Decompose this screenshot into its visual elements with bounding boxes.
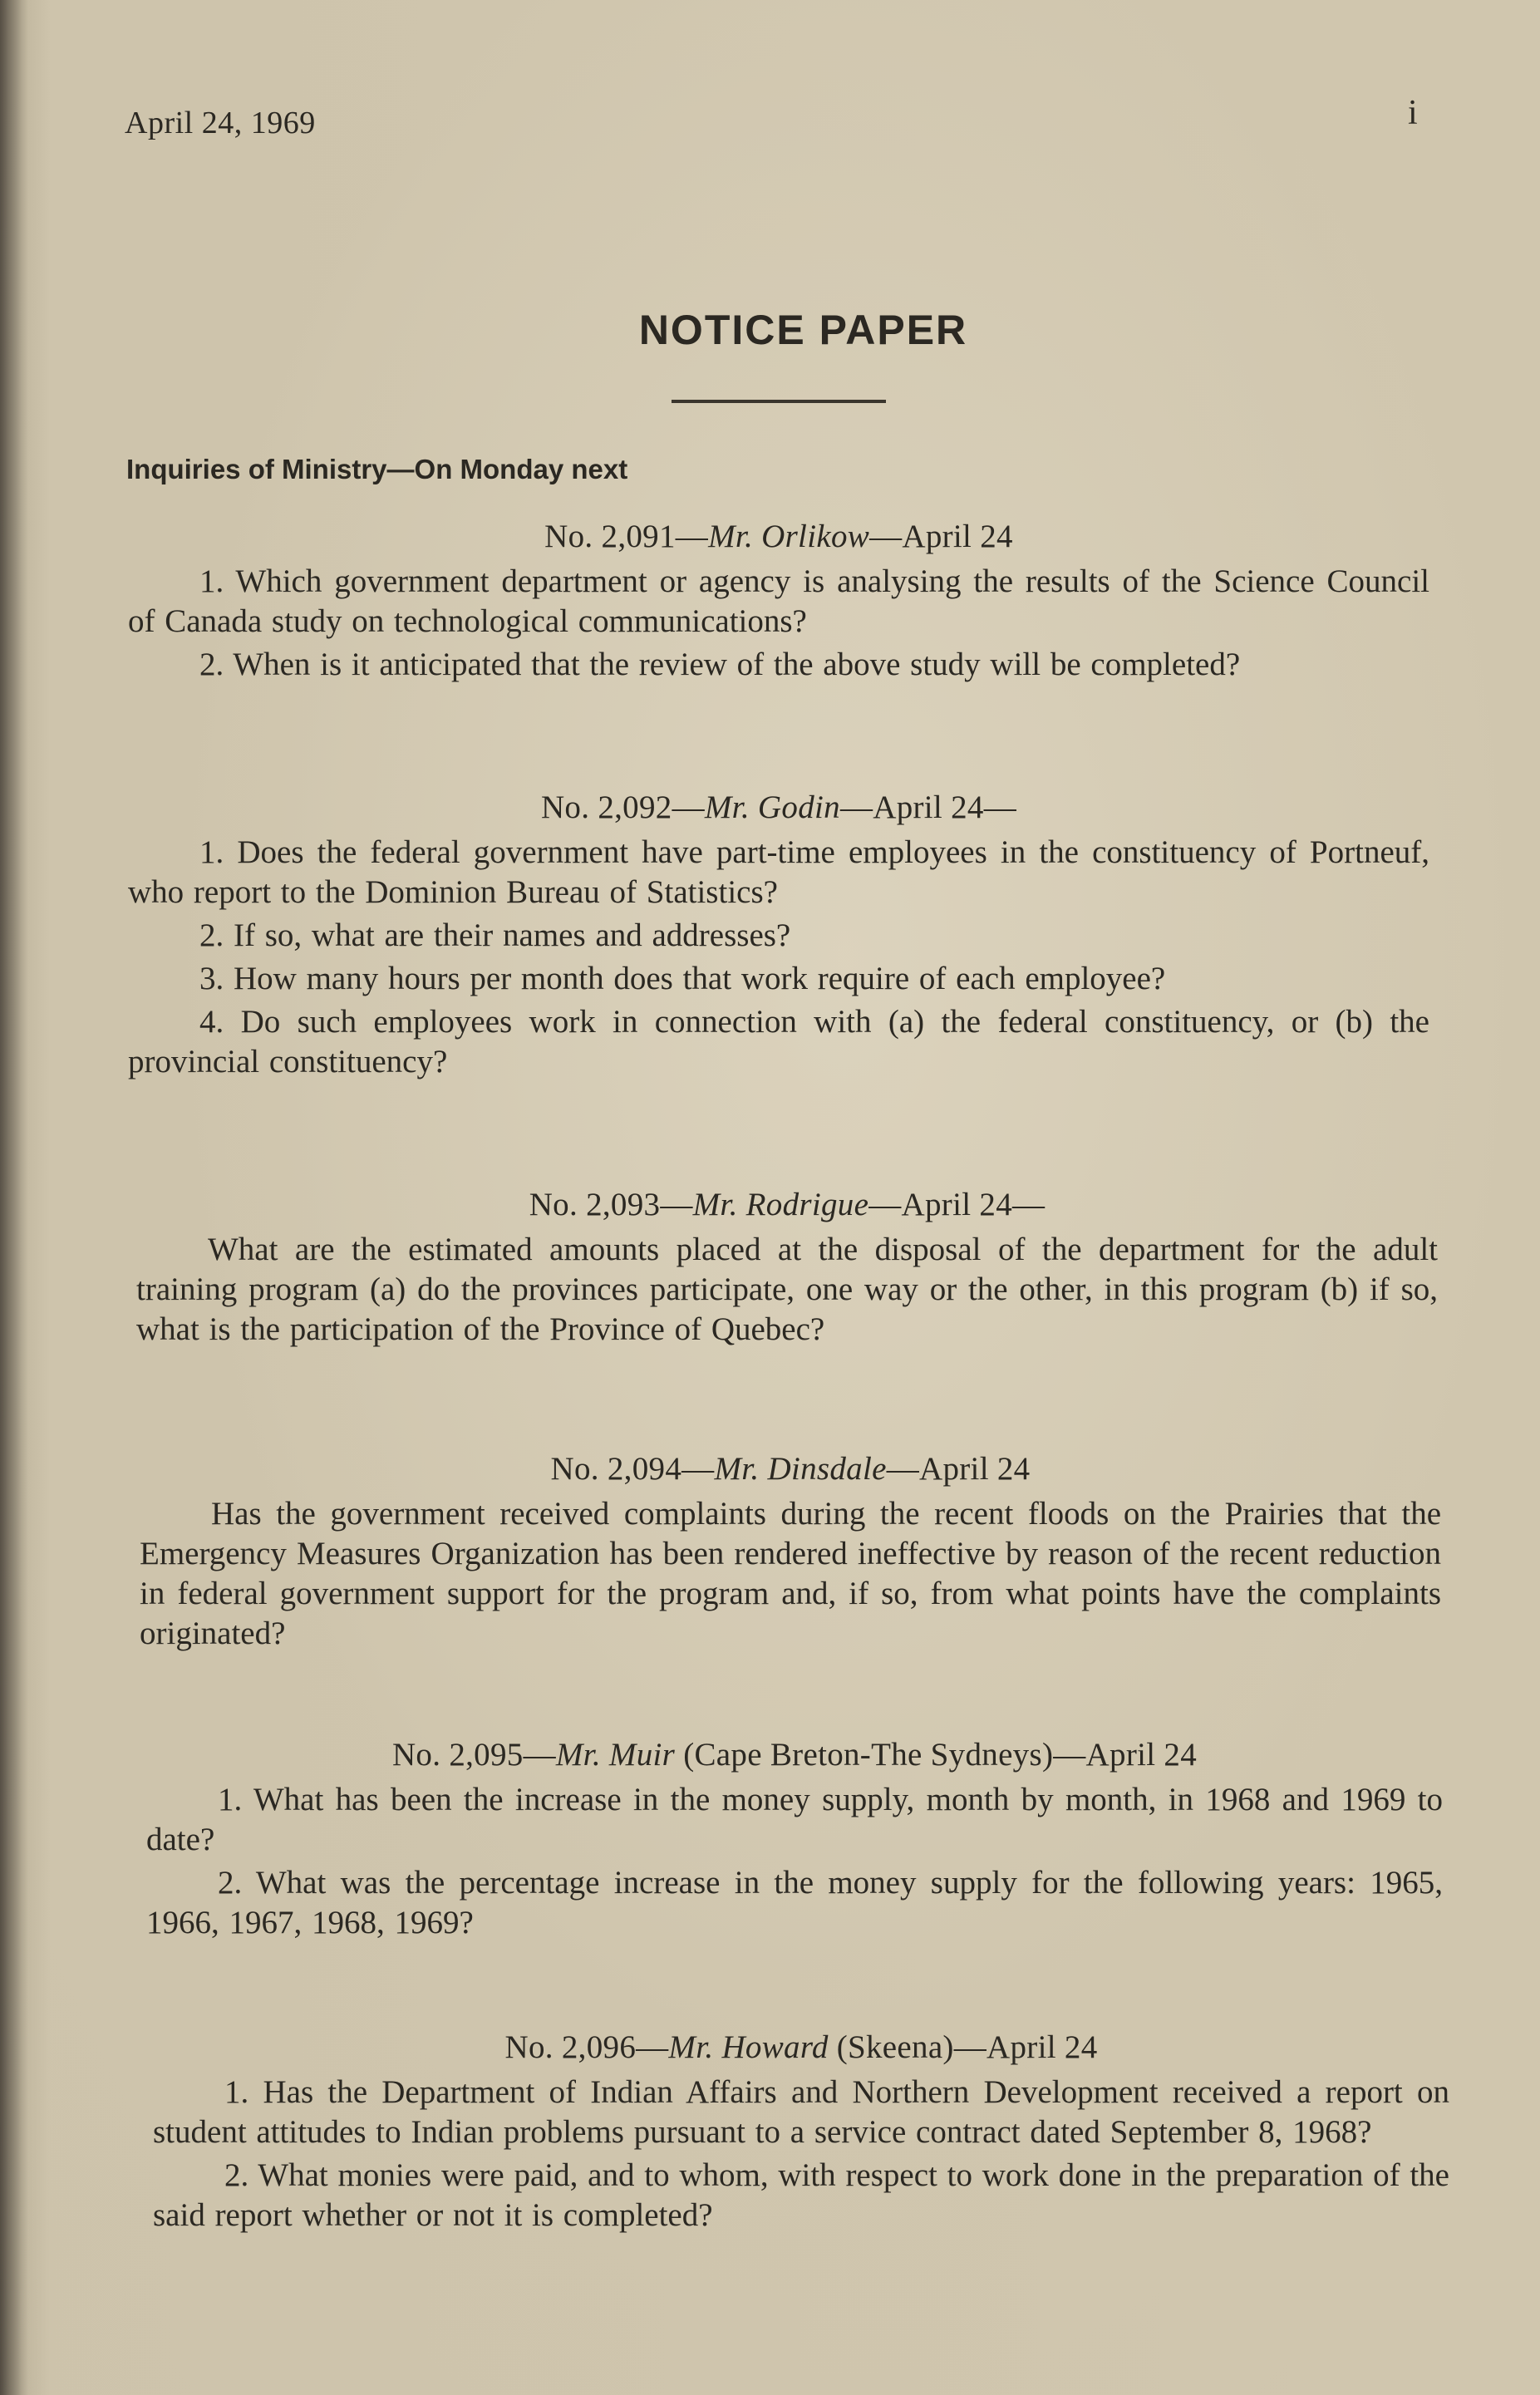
question-heading	[146, 1735, 1443, 1775]
question-riding: (Cape Breton-The Sydneys)	[675, 1737, 1054, 1773]
question-member: Mr. Godin	[704, 789, 840, 825]
question-number: No. 2,095—	[391, 1737, 556, 1773]
question-number: No. 2,096—	[504, 2029, 669, 2065]
question-2094	[140, 1449, 1441, 1657]
page-title: NOTICE PAPER	[638, 307, 968, 353]
question-heading	[128, 517, 1429, 557]
question-paragraph: 1. Which government department or agency is analysing the results of the Science Council of Canada study on technological communications?	[128, 563, 1429, 639]
question-2095	[146, 1735, 1443, 1946]
question-number: No. 2,091—	[544, 519, 709, 554]
question-paragraph: 4. Do such employees work in connection with (a) the federal constituency, or (b) the provincial constituency?	[128, 1004, 1429, 1079]
binding-shadow	[0, 0, 28, 2395]
question-2091	[128, 517, 1429, 688]
question-paragraph: 2. What was the percentage increase in the money supply for the following years: 1965, 1966, 1967, 1968, 1969?	[146, 1865, 1443, 1940]
question-paragraph: 1. Has the Department of Indian Affairs and Northern Development received a report on student attitudes to Indian problems pursuant to a service contract dated September 8, 1968?	[153, 2074, 1449, 2150]
question-paragraph: 2. What monies were paid, and to whom, with respect to work done in the preparation of the said report whether or not it is completed?	[153, 2157, 1449, 2233]
question-heading	[136, 1185, 1438, 1225]
header-date: April 24, 1969	[125, 106, 316, 140]
question-number: No. 2,093—	[529, 1187, 693, 1222]
question-2092	[128, 788, 1429, 1085]
question-number: No. 2,094—	[550, 1451, 715, 1487]
question-heading	[140, 1449, 1441, 1489]
question-heading	[128, 788, 1429, 828]
question-paragraph: 1. What has been the increase in the money supply, month by month, in 1968 and 1969 to date?	[146, 1782, 1443, 1857]
question-member: Mr. Muir	[555, 1737, 676, 1773]
question-number: No. 2,092—	[540, 789, 705, 825]
question-2096	[153, 2028, 1449, 2239]
question-date: —April 24	[886, 1451, 1031, 1487]
question-riding: (Skeena)	[828, 2029, 954, 2065]
question-paragraph: Has the government received complaints during the recent floods on the Prairies that the Emergency Measures Organization has been rendered ineffective by reason of the recent reduction in federal government support for the program and, if so, from what points have the complaints originated?	[140, 1496, 1441, 1651]
question-heading	[153, 2028, 1449, 2068]
question-paragraph: 2. If so, what are their names and addresses?	[199, 917, 791, 953]
question-date: —April 24	[953, 2029, 1098, 2065]
question-member: Mr. Orlikow	[708, 519, 870, 554]
question-paragraph: 2. When is it anticipated that the review of the above study will be completed?	[199, 647, 1241, 682]
question-date: —April 24—	[839, 789, 1017, 825]
question-member: Mr. Dinsdale	[714, 1451, 887, 1487]
question-paragraph: 3. How many hours per month does that work require of each employee?	[199, 961, 1166, 996]
question-member: Mr. Howard	[668, 2029, 829, 2065]
title-divider	[672, 400, 886, 403]
page-number: i	[1408, 94, 1418, 132]
question-date: —April 24	[1053, 1737, 1198, 1773]
question-2093	[136, 1185, 1438, 1353]
question-date: —April 24—	[868, 1187, 1046, 1222]
question-member: Mr. Rodrigue	[692, 1187, 869, 1222]
question-date: —April 24	[869, 519, 1013, 554]
section-heading: Inquiries of Ministry—On Monday next	[126, 454, 628, 484]
question-paragraph: What are the estimated amounts placed at the disposal of the department for the adult training program (a) do the provinces participate, one way or the other, in this program (b) if so, what is the participation of the Province of Quebec?	[136, 1232, 1438, 1347]
question-paragraph: 1. Does the federal government have part-time employees in the constituency of Portneuf, who report to the Dominion Bureau of Statistics?	[128, 834, 1429, 910]
